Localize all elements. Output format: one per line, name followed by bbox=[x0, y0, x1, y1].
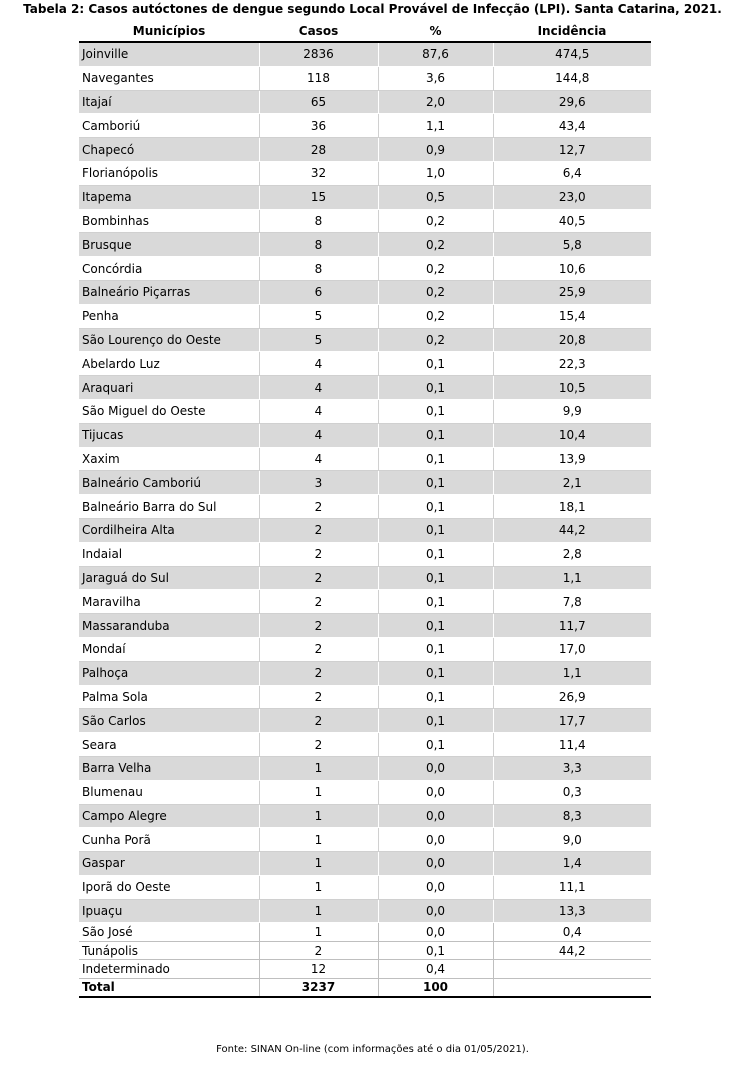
table-body bbox=[79, 42, 651, 997]
table-row bbox=[79, 257, 651, 281]
table-row bbox=[79, 733, 651, 757]
cell-casos: 15 bbox=[259, 185, 378, 209]
cell-casos: 8 bbox=[259, 257, 378, 281]
cell-incidencia bbox=[493, 960, 651, 979]
cell-percent: 0,1 bbox=[378, 376, 493, 400]
cell-casos: 1 bbox=[259, 756, 378, 780]
cell-casos: 2 bbox=[259, 637, 378, 661]
table-row bbox=[79, 685, 651, 709]
table-row bbox=[79, 352, 651, 376]
cell-incidencia: 17,0 bbox=[493, 637, 651, 661]
cell-percent: 0,1 bbox=[378, 352, 493, 376]
cell-percent: 0,1 bbox=[378, 495, 493, 519]
cell-casos: 12 bbox=[259, 960, 378, 979]
header-row bbox=[79, 21, 651, 42]
cell-casos: 8 bbox=[259, 233, 378, 257]
cell-casos: 6 bbox=[259, 280, 378, 304]
cell-incidencia: 2,8 bbox=[493, 542, 651, 566]
cell-percent: 0,1 bbox=[378, 566, 493, 590]
cell-casos: 2836 bbox=[259, 42, 378, 66]
cell-incidencia: 0,4 bbox=[493, 923, 651, 942]
cell-incidencia: 44,2 bbox=[493, 941, 651, 960]
cell-municipio: São Carlos bbox=[79, 709, 259, 733]
cell-casos: 1 bbox=[259, 899, 378, 923]
cell-municipio: Massaranduba bbox=[79, 614, 259, 638]
cell-incidencia: 10,6 bbox=[493, 257, 651, 281]
cell-municipio: Tunápolis bbox=[79, 941, 259, 960]
cell-casos: 2 bbox=[259, 661, 378, 685]
cell-incidencia: 10,4 bbox=[493, 423, 651, 447]
cell-municipio: Indaial bbox=[79, 542, 259, 566]
cell-percent: 1,1 bbox=[378, 114, 493, 138]
cell-municipio: Campo Alegre bbox=[79, 804, 259, 828]
cell-incidencia: 5,8 bbox=[493, 233, 651, 257]
cell-casos: 2 bbox=[259, 518, 378, 542]
table-row bbox=[79, 518, 651, 542]
cell-casos: 5 bbox=[259, 328, 378, 352]
table-row bbox=[79, 923, 651, 942]
cell-incidencia: 1,1 bbox=[493, 566, 651, 590]
table-row bbox=[79, 185, 651, 209]
cell-incidencia: 9,9 bbox=[493, 399, 651, 423]
cell-incidencia: 29,6 bbox=[493, 90, 651, 114]
cell-percent: 0,0 bbox=[378, 852, 493, 876]
cell-municipio: São José bbox=[79, 923, 259, 942]
cell-incidencia: 3,3 bbox=[493, 756, 651, 780]
cell-municipio: Cunha Porã bbox=[79, 828, 259, 852]
cell-incidencia: 7,8 bbox=[493, 590, 651, 614]
table-row bbox=[79, 423, 651, 447]
cell-municipio: Araquari bbox=[79, 376, 259, 400]
cell-percent: 0,0 bbox=[378, 875, 493, 899]
cell-casos: 2 bbox=[259, 733, 378, 757]
cell-municipio: Barra Velha bbox=[79, 756, 259, 780]
cell-incidencia: 9,0 bbox=[493, 828, 651, 852]
cell-percent: 0,2 bbox=[378, 304, 493, 328]
cell-casos: 2 bbox=[259, 590, 378, 614]
cell-casos: 2 bbox=[259, 566, 378, 590]
cell-percent: 0,1 bbox=[378, 399, 493, 423]
cell-incidencia: 2,1 bbox=[493, 471, 651, 495]
table-row bbox=[79, 280, 651, 304]
cell-municipio: Maravilha bbox=[79, 590, 259, 614]
cell-casos: 2 bbox=[259, 709, 378, 733]
table-row bbox=[79, 941, 651, 960]
cell-casos: 1 bbox=[259, 804, 378, 828]
header-municipios: Municípios bbox=[79, 21, 259, 42]
cell-percent: 0,0 bbox=[378, 828, 493, 852]
cell-incidencia: 13,9 bbox=[493, 447, 651, 471]
cell-casos: 118 bbox=[259, 66, 378, 90]
table-row bbox=[79, 637, 651, 661]
header-incidencia: Incidência bbox=[493, 21, 651, 42]
total-casos: 3237 bbox=[259, 978, 378, 997]
cell-incidencia: 25,9 bbox=[493, 280, 651, 304]
cell-incidencia: 22,3 bbox=[493, 352, 651, 376]
cell-incidencia: 8,3 bbox=[493, 804, 651, 828]
cell-municipio: São Miguel do Oeste bbox=[79, 399, 259, 423]
cell-percent: 0,2 bbox=[378, 257, 493, 281]
table-row bbox=[79, 590, 651, 614]
cell-percent: 0,2 bbox=[378, 328, 493, 352]
cell-incidencia: 20,8 bbox=[493, 328, 651, 352]
table-row bbox=[79, 376, 651, 400]
cell-casos: 2 bbox=[259, 941, 378, 960]
cell-municipio: Ipuaçu bbox=[79, 899, 259, 923]
cell-percent: 0,4 bbox=[378, 960, 493, 979]
cell-casos: 1 bbox=[259, 828, 378, 852]
total-row bbox=[79, 978, 651, 997]
cell-municipio: Navegantes bbox=[79, 66, 259, 90]
table-row bbox=[79, 709, 651, 733]
table-title: Tabela 2: Casos autóctones de dengue segundo Local Provável de Infecção (LPI). Santa Catarina, 2021. bbox=[23, 2, 722, 16]
cell-percent: 0,9 bbox=[378, 138, 493, 162]
cell-municipio: Camboriú bbox=[79, 114, 259, 138]
cell-percent: 0,1 bbox=[378, 447, 493, 471]
table-row bbox=[79, 495, 651, 519]
table-row bbox=[79, 114, 651, 138]
cell-percent: 0,1 bbox=[378, 542, 493, 566]
cell-incidencia: 11,7 bbox=[493, 614, 651, 638]
cell-incidencia: 11,1 bbox=[493, 875, 651, 899]
cell-casos: 8 bbox=[259, 209, 378, 233]
cell-incidencia: 23,0 bbox=[493, 185, 651, 209]
cell-incidencia: 0,3 bbox=[493, 780, 651, 804]
cell-casos: 4 bbox=[259, 423, 378, 447]
cell-municipio: Xaxim bbox=[79, 447, 259, 471]
table-row bbox=[79, 42, 651, 66]
cell-percent: 0,1 bbox=[378, 709, 493, 733]
cell-percent: 0,1 bbox=[378, 637, 493, 661]
header-casos: Casos bbox=[259, 21, 378, 42]
cell-percent: 0,1 bbox=[378, 733, 493, 757]
cell-municipio: Jaraguá do Sul bbox=[79, 566, 259, 590]
total-percent: 100 bbox=[378, 978, 493, 997]
cell-percent: 1,0 bbox=[378, 161, 493, 185]
cell-municipio: Cordilheira Alta bbox=[79, 518, 259, 542]
table-row bbox=[79, 899, 651, 923]
source-note: Fonte: SINAN On-line (com informações até o dia 01/05/2021). bbox=[216, 1044, 529, 1055]
cell-casos: 1 bbox=[259, 923, 378, 942]
table-row bbox=[79, 304, 651, 328]
cell-incidencia: 6,4 bbox=[493, 161, 651, 185]
cell-incidencia: 1,1 bbox=[493, 661, 651, 685]
cell-municipio: Florianópolis bbox=[79, 161, 259, 185]
cell-municipio: Joinville bbox=[79, 42, 259, 66]
cell-casos: 2 bbox=[259, 614, 378, 638]
cell-municipio: Bombinhas bbox=[79, 209, 259, 233]
cell-casos: 1 bbox=[259, 875, 378, 899]
cell-percent: 0,1 bbox=[378, 614, 493, 638]
table-row bbox=[79, 471, 651, 495]
cell-percent: 0,2 bbox=[378, 209, 493, 233]
cell-municipio: Balneário Camboriú bbox=[79, 471, 259, 495]
cell-municipio: Mondaí bbox=[79, 637, 259, 661]
cell-casos: 1 bbox=[259, 780, 378, 804]
cell-incidencia: 1,4 bbox=[493, 852, 651, 876]
cell-casos: 4 bbox=[259, 447, 378, 471]
table-row bbox=[79, 138, 651, 162]
cell-incidencia: 144,8 bbox=[493, 66, 651, 90]
cell-municipio: Itapema bbox=[79, 185, 259, 209]
cell-percent: 2,0 bbox=[378, 90, 493, 114]
cell-municipio: Indeterminado bbox=[79, 960, 259, 979]
table-row bbox=[79, 804, 651, 828]
total-municipio: Total bbox=[79, 978, 259, 997]
cell-percent: 0,1 bbox=[378, 518, 493, 542]
table-row bbox=[79, 542, 651, 566]
cell-municipio: Seara bbox=[79, 733, 259, 757]
cell-casos: 3 bbox=[259, 471, 378, 495]
cell-percent: 0,2 bbox=[378, 280, 493, 304]
dengue-cases-table bbox=[79, 21, 651, 998]
cell-municipio: São Lourenço do Oeste bbox=[79, 328, 259, 352]
cell-percent: 0,0 bbox=[378, 804, 493, 828]
cell-municipio: Itajaí bbox=[79, 90, 259, 114]
table-row bbox=[79, 852, 651, 876]
cell-incidencia: 43,4 bbox=[493, 114, 651, 138]
table-row bbox=[79, 66, 651, 90]
cell-municipio: Tijucas bbox=[79, 423, 259, 447]
cell-percent: 0,0 bbox=[378, 780, 493, 804]
cell-incidencia: 12,7 bbox=[493, 138, 651, 162]
table-row bbox=[79, 90, 651, 114]
cell-municipio: Balneário Barra do Sul bbox=[79, 495, 259, 519]
table-row bbox=[79, 161, 651, 185]
table-row bbox=[79, 233, 651, 257]
cell-municipio: Brusque bbox=[79, 233, 259, 257]
cell-casos: 1 bbox=[259, 852, 378, 876]
cell-municipio: Palma Sola bbox=[79, 685, 259, 709]
table-row bbox=[79, 875, 651, 899]
table-row bbox=[79, 828, 651, 852]
cell-casos: 5 bbox=[259, 304, 378, 328]
cell-percent: 0,1 bbox=[378, 471, 493, 495]
cell-casos: 36 bbox=[259, 114, 378, 138]
cell-casos: 4 bbox=[259, 399, 378, 423]
cell-municipio: Balneário Piçarras bbox=[79, 280, 259, 304]
header-percent: % bbox=[378, 21, 493, 42]
table-row bbox=[79, 566, 651, 590]
cell-percent: 0,0 bbox=[378, 756, 493, 780]
table-row bbox=[79, 399, 651, 423]
table-row bbox=[79, 756, 651, 780]
table-row bbox=[79, 614, 651, 638]
cell-incidencia: 11,4 bbox=[493, 733, 651, 757]
table-row bbox=[79, 209, 651, 233]
cell-percent: 0,2 bbox=[378, 233, 493, 257]
cell-municipio: Iporã do Oeste bbox=[79, 875, 259, 899]
cell-casos: 2 bbox=[259, 685, 378, 709]
cell-percent: 0,1 bbox=[378, 661, 493, 685]
cell-casos: 32 bbox=[259, 161, 378, 185]
cell-casos: 65 bbox=[259, 90, 378, 114]
cell-percent: 0,0 bbox=[378, 923, 493, 942]
cell-incidencia: 15,4 bbox=[493, 304, 651, 328]
cell-municipio: Abelardo Luz bbox=[79, 352, 259, 376]
cell-percent: 0,1 bbox=[378, 423, 493, 447]
cell-incidencia: 44,2 bbox=[493, 518, 651, 542]
table-row bbox=[79, 447, 651, 471]
cell-incidencia: 474,5 bbox=[493, 42, 651, 66]
cell-incidencia: 17,7 bbox=[493, 709, 651, 733]
cell-percent: 3,6 bbox=[378, 66, 493, 90]
cell-casos: 28 bbox=[259, 138, 378, 162]
cell-percent: 0,0 bbox=[378, 899, 493, 923]
cell-percent: 0,1 bbox=[378, 685, 493, 709]
cell-municipio: Gaspar bbox=[79, 852, 259, 876]
cell-municipio: Chapecó bbox=[79, 138, 259, 162]
cell-incidencia: 18,1 bbox=[493, 495, 651, 519]
cell-casos: 4 bbox=[259, 352, 378, 376]
table-row bbox=[79, 960, 651, 979]
cell-incidencia: 26,9 bbox=[493, 685, 651, 709]
cell-municipio: Blumenau bbox=[79, 780, 259, 804]
total-incidencia bbox=[493, 978, 651, 997]
cell-casos: 4 bbox=[259, 376, 378, 400]
cell-municipio: Palhoça bbox=[79, 661, 259, 685]
cell-percent: 0,1 bbox=[378, 941, 493, 960]
cell-incidencia: 10,5 bbox=[493, 376, 651, 400]
cell-incidencia: 13,3 bbox=[493, 899, 651, 923]
table-row bbox=[79, 780, 651, 804]
cell-municipio: Penha bbox=[79, 304, 259, 328]
cell-incidencia: 40,5 bbox=[493, 209, 651, 233]
cell-percent: 87,6 bbox=[378, 42, 493, 66]
table-row bbox=[79, 661, 651, 685]
cell-percent: 0,1 bbox=[378, 590, 493, 614]
table-row bbox=[79, 328, 651, 352]
cell-casos: 2 bbox=[259, 495, 378, 519]
cell-percent: 0,5 bbox=[378, 185, 493, 209]
cell-municipio: Concórdia bbox=[79, 257, 259, 281]
cell-casos: 2 bbox=[259, 542, 378, 566]
